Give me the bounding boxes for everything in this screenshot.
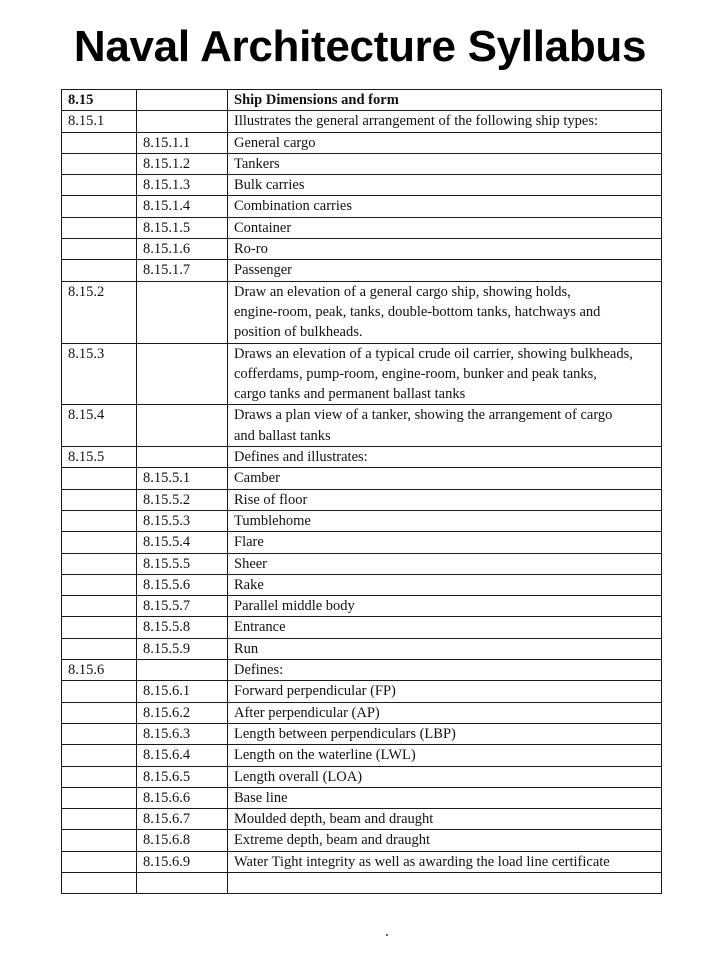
table-row xyxy=(62,532,662,553)
description-cell: Sheer xyxy=(228,553,662,574)
description-cell: Ship Dimensions and form xyxy=(228,90,662,111)
subsection-number-cell: 8.15.1.6 xyxy=(137,239,228,260)
section-number-cell xyxy=(62,489,137,510)
section-number-cell xyxy=(62,830,137,851)
subsection-number-cell: 8.15.6.1 xyxy=(137,681,228,702)
description-line: and ballast tanks xyxy=(234,427,331,444)
description-cell: Container xyxy=(228,217,662,238)
description-line: Draws an elevation of a typical crude oil carrier, showing bulkheads, xyxy=(234,345,633,362)
table-row xyxy=(62,809,662,830)
table-row xyxy=(62,596,662,617)
section-number-cell xyxy=(62,638,137,659)
section-number-cell xyxy=(62,132,137,153)
subsection-number-cell: 8.15.5.4 xyxy=(137,532,228,553)
section-number-cell: 8.15.6 xyxy=(62,660,137,681)
description-cell: Moulded depth, beam and draught xyxy=(228,809,662,830)
description-cell: Camber xyxy=(228,468,662,489)
subsection-number-cell xyxy=(137,343,228,405)
description-cell: Illustrates the general arrangement of the following ship types: xyxy=(228,111,662,132)
section-number-cell xyxy=(62,872,137,893)
description-cell: Defines and illustrates: xyxy=(228,447,662,468)
section-number-cell xyxy=(62,532,137,553)
table-row xyxy=(62,574,662,595)
section-number-cell xyxy=(62,239,137,260)
subsection-number-cell: 8.15.6.2 xyxy=(137,702,228,723)
table-row xyxy=(62,510,662,531)
description-line: Draw an elevation of a general cargo ship, showing holds, xyxy=(234,283,571,300)
subsection-number-cell: 8.15.1.2 xyxy=(137,153,228,174)
description-cell: Length on the waterline (LWL) xyxy=(228,745,662,766)
table-row xyxy=(62,111,662,132)
section-number-cell xyxy=(62,153,137,174)
description-cell: Rise of floor xyxy=(228,489,662,510)
section-number-cell xyxy=(62,553,137,574)
section-number-cell: 8.15.1 xyxy=(62,111,137,132)
description-cell: Combination carries xyxy=(228,196,662,217)
section-number-cell xyxy=(62,510,137,531)
subsection-number-cell xyxy=(137,90,228,111)
description-cell: Defines: xyxy=(228,660,662,681)
subsection-number-cell: 8.15.5.6 xyxy=(137,574,228,595)
description-cell: Forward perpendicular (FP) xyxy=(228,681,662,702)
section-number-cell xyxy=(62,217,137,238)
subsection-number-cell: 8.15.1.3 xyxy=(137,175,228,196)
table-row xyxy=(62,702,662,723)
subsection-number-cell: 8.15.6.8 xyxy=(137,830,228,851)
table-row xyxy=(62,239,662,260)
description-line: engine-room, peak, tanks, double-bottom tanks, hatchways and xyxy=(234,303,601,320)
description-cell: Tankers xyxy=(228,153,662,174)
syllabus-table xyxy=(61,89,662,894)
section-number-cell xyxy=(62,260,137,281)
section-number-cell xyxy=(62,681,137,702)
table-row xyxy=(62,196,662,217)
table-row xyxy=(62,851,662,872)
table-row xyxy=(62,468,662,489)
subsection-number-cell: 8.15.6.9 xyxy=(137,851,228,872)
table-row xyxy=(62,132,662,153)
description-cell xyxy=(228,281,662,343)
subsection-number-cell xyxy=(137,405,228,447)
description-cell: Water Tight integrity as well as awarding the load line certificate xyxy=(228,851,662,872)
table-row xyxy=(62,281,662,343)
table-row xyxy=(62,681,662,702)
description-cell: Flare xyxy=(228,532,662,553)
subsection-number-cell: 8.15.6.7 xyxy=(137,809,228,830)
description-cell: Passenger xyxy=(228,260,662,281)
section-number-cell xyxy=(62,851,137,872)
subsection-number-cell: 8.15.5.1 xyxy=(137,468,228,489)
table-row xyxy=(62,343,662,405)
table-row xyxy=(62,153,662,174)
table-row xyxy=(62,447,662,468)
description-cell: Bulk carries xyxy=(228,175,662,196)
section-number-cell xyxy=(62,175,137,196)
subsection-number-cell: 8.15.5.2 xyxy=(137,489,228,510)
description-line: cargo tanks and permanent ballast tanks xyxy=(234,386,466,403)
subsection-number-cell xyxy=(137,111,228,132)
table-row xyxy=(62,830,662,851)
section-number-cell xyxy=(62,723,137,744)
table-row xyxy=(62,175,662,196)
description-cell: After perpendicular (AP) xyxy=(228,702,662,723)
section-number-cell xyxy=(62,787,137,808)
section-number-cell xyxy=(62,809,137,830)
section-number-cell: 8.15.2 xyxy=(62,281,137,343)
table-row xyxy=(62,405,662,447)
table-row xyxy=(62,872,662,893)
subsection-number-cell: 8.15.5.7 xyxy=(137,596,228,617)
subsection-number-cell: 8.15.5.8 xyxy=(137,617,228,638)
table-row xyxy=(62,638,662,659)
description-cell xyxy=(228,343,662,405)
section-number-cell xyxy=(62,574,137,595)
description-cell: Length between perpendiculars (LBP) xyxy=(228,723,662,744)
subsection-number-cell: 8.15.1.5 xyxy=(137,217,228,238)
section-number-cell xyxy=(62,468,137,489)
table-row xyxy=(62,660,662,681)
section-number-cell: 8.15 xyxy=(62,90,137,111)
subsection-number-cell: 8.15.6.4 xyxy=(137,745,228,766)
description-cell: Ro-ro xyxy=(228,239,662,260)
table-row xyxy=(62,217,662,238)
page-title: Naval Architecture Syllabus xyxy=(73,22,647,71)
subsection-number-cell xyxy=(137,281,228,343)
description-cell: General cargo xyxy=(228,132,662,153)
section-number-cell xyxy=(62,596,137,617)
subsection-number-cell: 8.15.6.5 xyxy=(137,766,228,787)
table-row xyxy=(62,90,662,111)
subsection-number-cell: 8.15.6.6 xyxy=(137,787,228,808)
subsection-number-cell: 8.15.5.3 xyxy=(137,510,228,531)
description-cell: Parallel middle body xyxy=(228,596,662,617)
description-line: Draws a plan view of a tanker, showing the arrangement of cargo xyxy=(234,407,613,424)
description-cell: Length overall (LOA) xyxy=(228,766,662,787)
subsection-number-cell: 8.15.1.1 xyxy=(137,132,228,153)
section-number-cell xyxy=(62,745,137,766)
subsection-number-cell xyxy=(137,872,228,893)
section-number-cell xyxy=(62,196,137,217)
table-row xyxy=(62,745,662,766)
section-number-cell xyxy=(62,617,137,638)
table-row xyxy=(62,617,662,638)
section-number-cell xyxy=(62,766,137,787)
description-cell: Tumblehome xyxy=(228,510,662,531)
section-number-cell: 8.15.5 xyxy=(62,447,137,468)
table-row xyxy=(62,787,662,808)
description-cell: Base line xyxy=(228,787,662,808)
subsection-number-cell: 8.15.6.3 xyxy=(137,723,228,744)
table-row xyxy=(62,260,662,281)
description-line: cofferdams, pump-room, engine-room, bunker and peak tanks, xyxy=(234,365,597,382)
description-cell xyxy=(228,405,662,447)
table-row xyxy=(62,723,662,744)
syllabus-table-body xyxy=(62,90,662,894)
description-line: position of bulkheads. xyxy=(234,324,363,341)
subsection-number-cell xyxy=(137,447,228,468)
table-row xyxy=(62,489,662,510)
subsection-number-cell: 8.15.1.4 xyxy=(137,196,228,217)
subsection-number-cell: 8.15.1.7 xyxy=(137,260,228,281)
section-number-cell xyxy=(62,702,137,723)
description-cell: Extreme depth, beam and draught xyxy=(228,830,662,851)
section-number-cell: 8.15.3 xyxy=(62,343,137,405)
description-cell: Entrance xyxy=(228,617,662,638)
page-mark xyxy=(386,934,388,936)
description-cell: Run xyxy=(228,638,662,659)
subsection-number-cell: 8.15.5.9 xyxy=(137,638,228,659)
description-cell xyxy=(228,872,662,893)
table-row xyxy=(62,766,662,787)
table-row xyxy=(62,553,662,574)
subsection-number-cell: 8.15.5.5 xyxy=(137,553,228,574)
description-cell: Rake xyxy=(228,574,662,595)
subsection-number-cell xyxy=(137,660,228,681)
section-number-cell: 8.15.4 xyxy=(62,405,137,447)
